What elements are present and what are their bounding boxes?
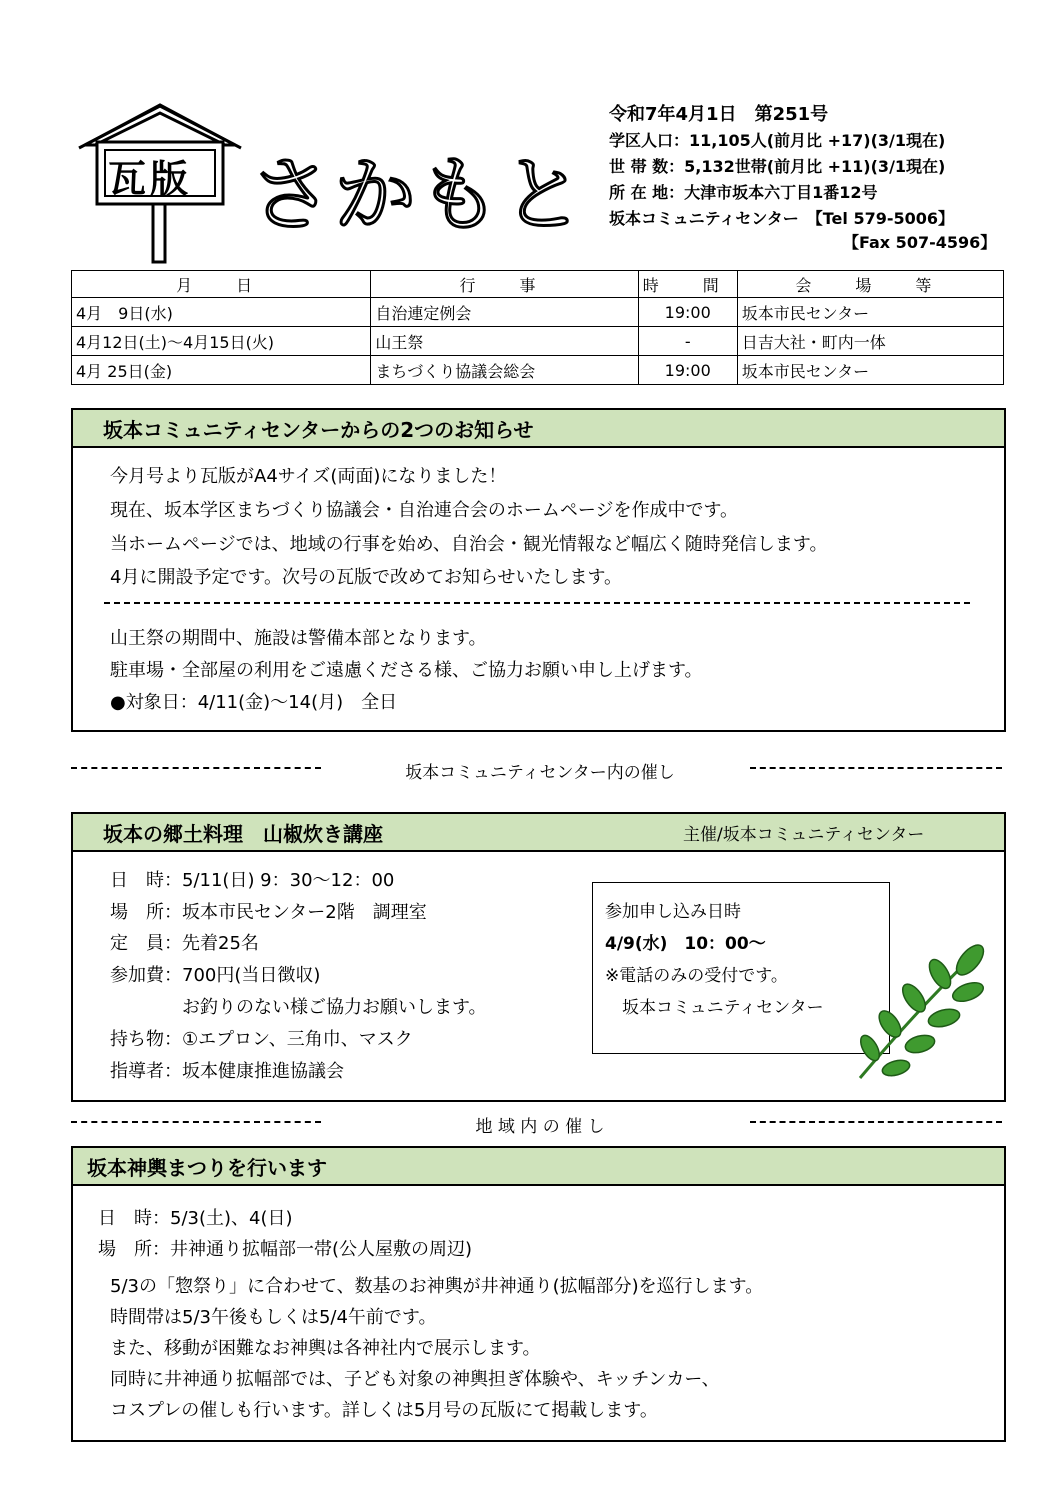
separator-line-right xyxy=(750,1121,1002,1123)
mikoshi-detail: 場 所：井神通り拡幅部一帯(公人屋敷の周辺) xyxy=(98,1239,473,1260)
cell-date: 4月 9日(水) xyxy=(72,298,371,327)
separator-line-right xyxy=(750,767,1002,769)
header-date: 月 日 xyxy=(72,271,371,298)
separator-line-left xyxy=(71,1121,321,1123)
notice-title xyxy=(73,410,1004,448)
table-row xyxy=(72,298,1004,327)
issue-date: 令和7年4月1日 第251号 xyxy=(609,104,829,125)
mikoshi-body: また、移動が困難なお神輿は各神社内で展示します。 xyxy=(110,1338,541,1359)
separator-region-events: 地 域 内 の 催 し xyxy=(475,1117,605,1137)
mikoshi-body: 同時に井神通り拡幅部では、子ども対象の神輿担ぎ体験や、キッチンカー、 xyxy=(110,1369,720,1390)
cell-venue: 坂本市民センター xyxy=(737,356,1003,385)
separator-line-left xyxy=(71,767,321,769)
mikoshi-detail: 日 時：5/3(土)、4(日) xyxy=(98,1208,293,1229)
cooking-detail: お釣りのない様ご協力お願いします。 xyxy=(110,997,487,1018)
notice-line: 山王祭の期間中、施設は警備本部となります。 xyxy=(110,628,487,649)
cooking-detail: 定 員：先着25名 xyxy=(110,933,259,954)
separator-center-events: 坂本コミュニティセンター内の催し xyxy=(405,763,675,783)
application-line: 4/9(水) 10：00～ xyxy=(605,934,766,954)
sansho-leaf-icon xyxy=(842,940,992,1085)
center-fax: 【Fax 507-4596】 xyxy=(843,233,997,252)
cell-time: 19:00 xyxy=(638,356,737,385)
schedule-header-row xyxy=(72,271,1004,298)
mikoshi-body: 時間帯は5/3午後もしくは5/4午前です。 xyxy=(110,1307,437,1328)
header-venue: 会 場 等 xyxy=(737,271,1003,298)
application-line: 坂本コミュニティセンター xyxy=(605,998,824,1018)
table-row xyxy=(72,356,1004,385)
cooking-host: 主催/坂本コミュニティセンター xyxy=(683,824,925,845)
signboard-text: 瓦版 xyxy=(108,157,193,201)
table-row xyxy=(72,327,1004,356)
application-line: ※電話のみの受付です。 xyxy=(605,966,788,986)
cell-venue: 坂本市民センター xyxy=(737,298,1003,327)
mikoshi-title xyxy=(73,1148,1004,1186)
cooking-title xyxy=(73,814,1004,852)
center-tel: 坂本コミュニティセンター 【Tel 579-5006】 xyxy=(609,209,955,228)
notice-line: 現在、坂本学区まちづくり協議会・自治連合会のホームページを作成中です。 xyxy=(110,500,739,521)
notice-title-text: 坂本コミュニティセンターからの2つのお知らせ xyxy=(103,417,534,442)
cell-date: 4月 25日(金) xyxy=(72,356,371,385)
cooking-detail: 参加費：700円(当日徴収) xyxy=(110,965,321,986)
header-time: 時 間 xyxy=(638,271,737,298)
notice-line: ●対象日：4/11(金)～14(月) 全日 xyxy=(110,692,398,713)
cell-time: 19:00 xyxy=(638,298,737,327)
application-line: 参加申し込み日時 xyxy=(605,902,741,922)
cell-event: 自治連定例会 xyxy=(371,298,638,327)
cooking-detail: 場 所：坂本市民センター2階 調理室 xyxy=(110,902,427,923)
household-info: 世 帯 数：5,132世帯(前月比 +11)(3/1現在) xyxy=(609,157,946,176)
cell-event: まちづくり協議会総会 xyxy=(371,356,638,385)
cooking-detail: 日 時：5/11(日) 9：30～12：00 xyxy=(110,870,395,891)
notice-line: 当ホームページでは、地域の行事を始め、自治会・観光情報など幅広く随時発信します。 xyxy=(110,534,828,555)
cooking-detail: 持ち物：①エプロン、三角巾、マスク xyxy=(110,1029,413,1050)
notice-line: 駐車場・全部屋の利用をご遠慮くださる様、ご協力お願い申し上げます。 xyxy=(110,660,703,681)
mikoshi-body: 5/3の「惣祭り」に合わせて、数基のお神輿が井神通り(拡幅部分)を巡行します。 xyxy=(110,1276,764,1297)
mikoshi-body: コスプレの催しも行います。詳しくは5月号の瓦版にて掲載します。 xyxy=(110,1400,658,1421)
cell-date: 4月12日(土)～4月15日(火) xyxy=(72,327,371,356)
notice-line: 今月号より瓦版がA4サイズ(両面)になりました！ xyxy=(110,466,507,487)
newsletter-title: さかもと xyxy=(250,148,587,243)
address-info: 所 在 地：大津市坂本六丁目1番12号 xyxy=(609,183,878,202)
cell-event: 山王祭 xyxy=(371,327,638,356)
notice-divider xyxy=(104,602,970,604)
cell-time: - xyxy=(638,327,737,356)
cell-venue: 日吉大社・町内一体 xyxy=(737,327,1003,356)
cooking-title-text: 坂本の郷土料理 山椒炊き講座 xyxy=(103,821,383,846)
notice-line: 4月に開設予定です。次号の瓦版で改めてお知らせいたします。 xyxy=(110,567,623,588)
mikoshi-title-text: 坂本神輿まつりを行います xyxy=(87,1155,327,1180)
schedule-table xyxy=(71,270,1004,385)
cooking-detail: 指導者：坂本健康推進協議会 xyxy=(110,1061,344,1082)
header-event: 行 事 xyxy=(371,271,638,298)
population-info: 学区人口：11,105人(前月比 +17)(3/1現在) xyxy=(609,131,946,150)
